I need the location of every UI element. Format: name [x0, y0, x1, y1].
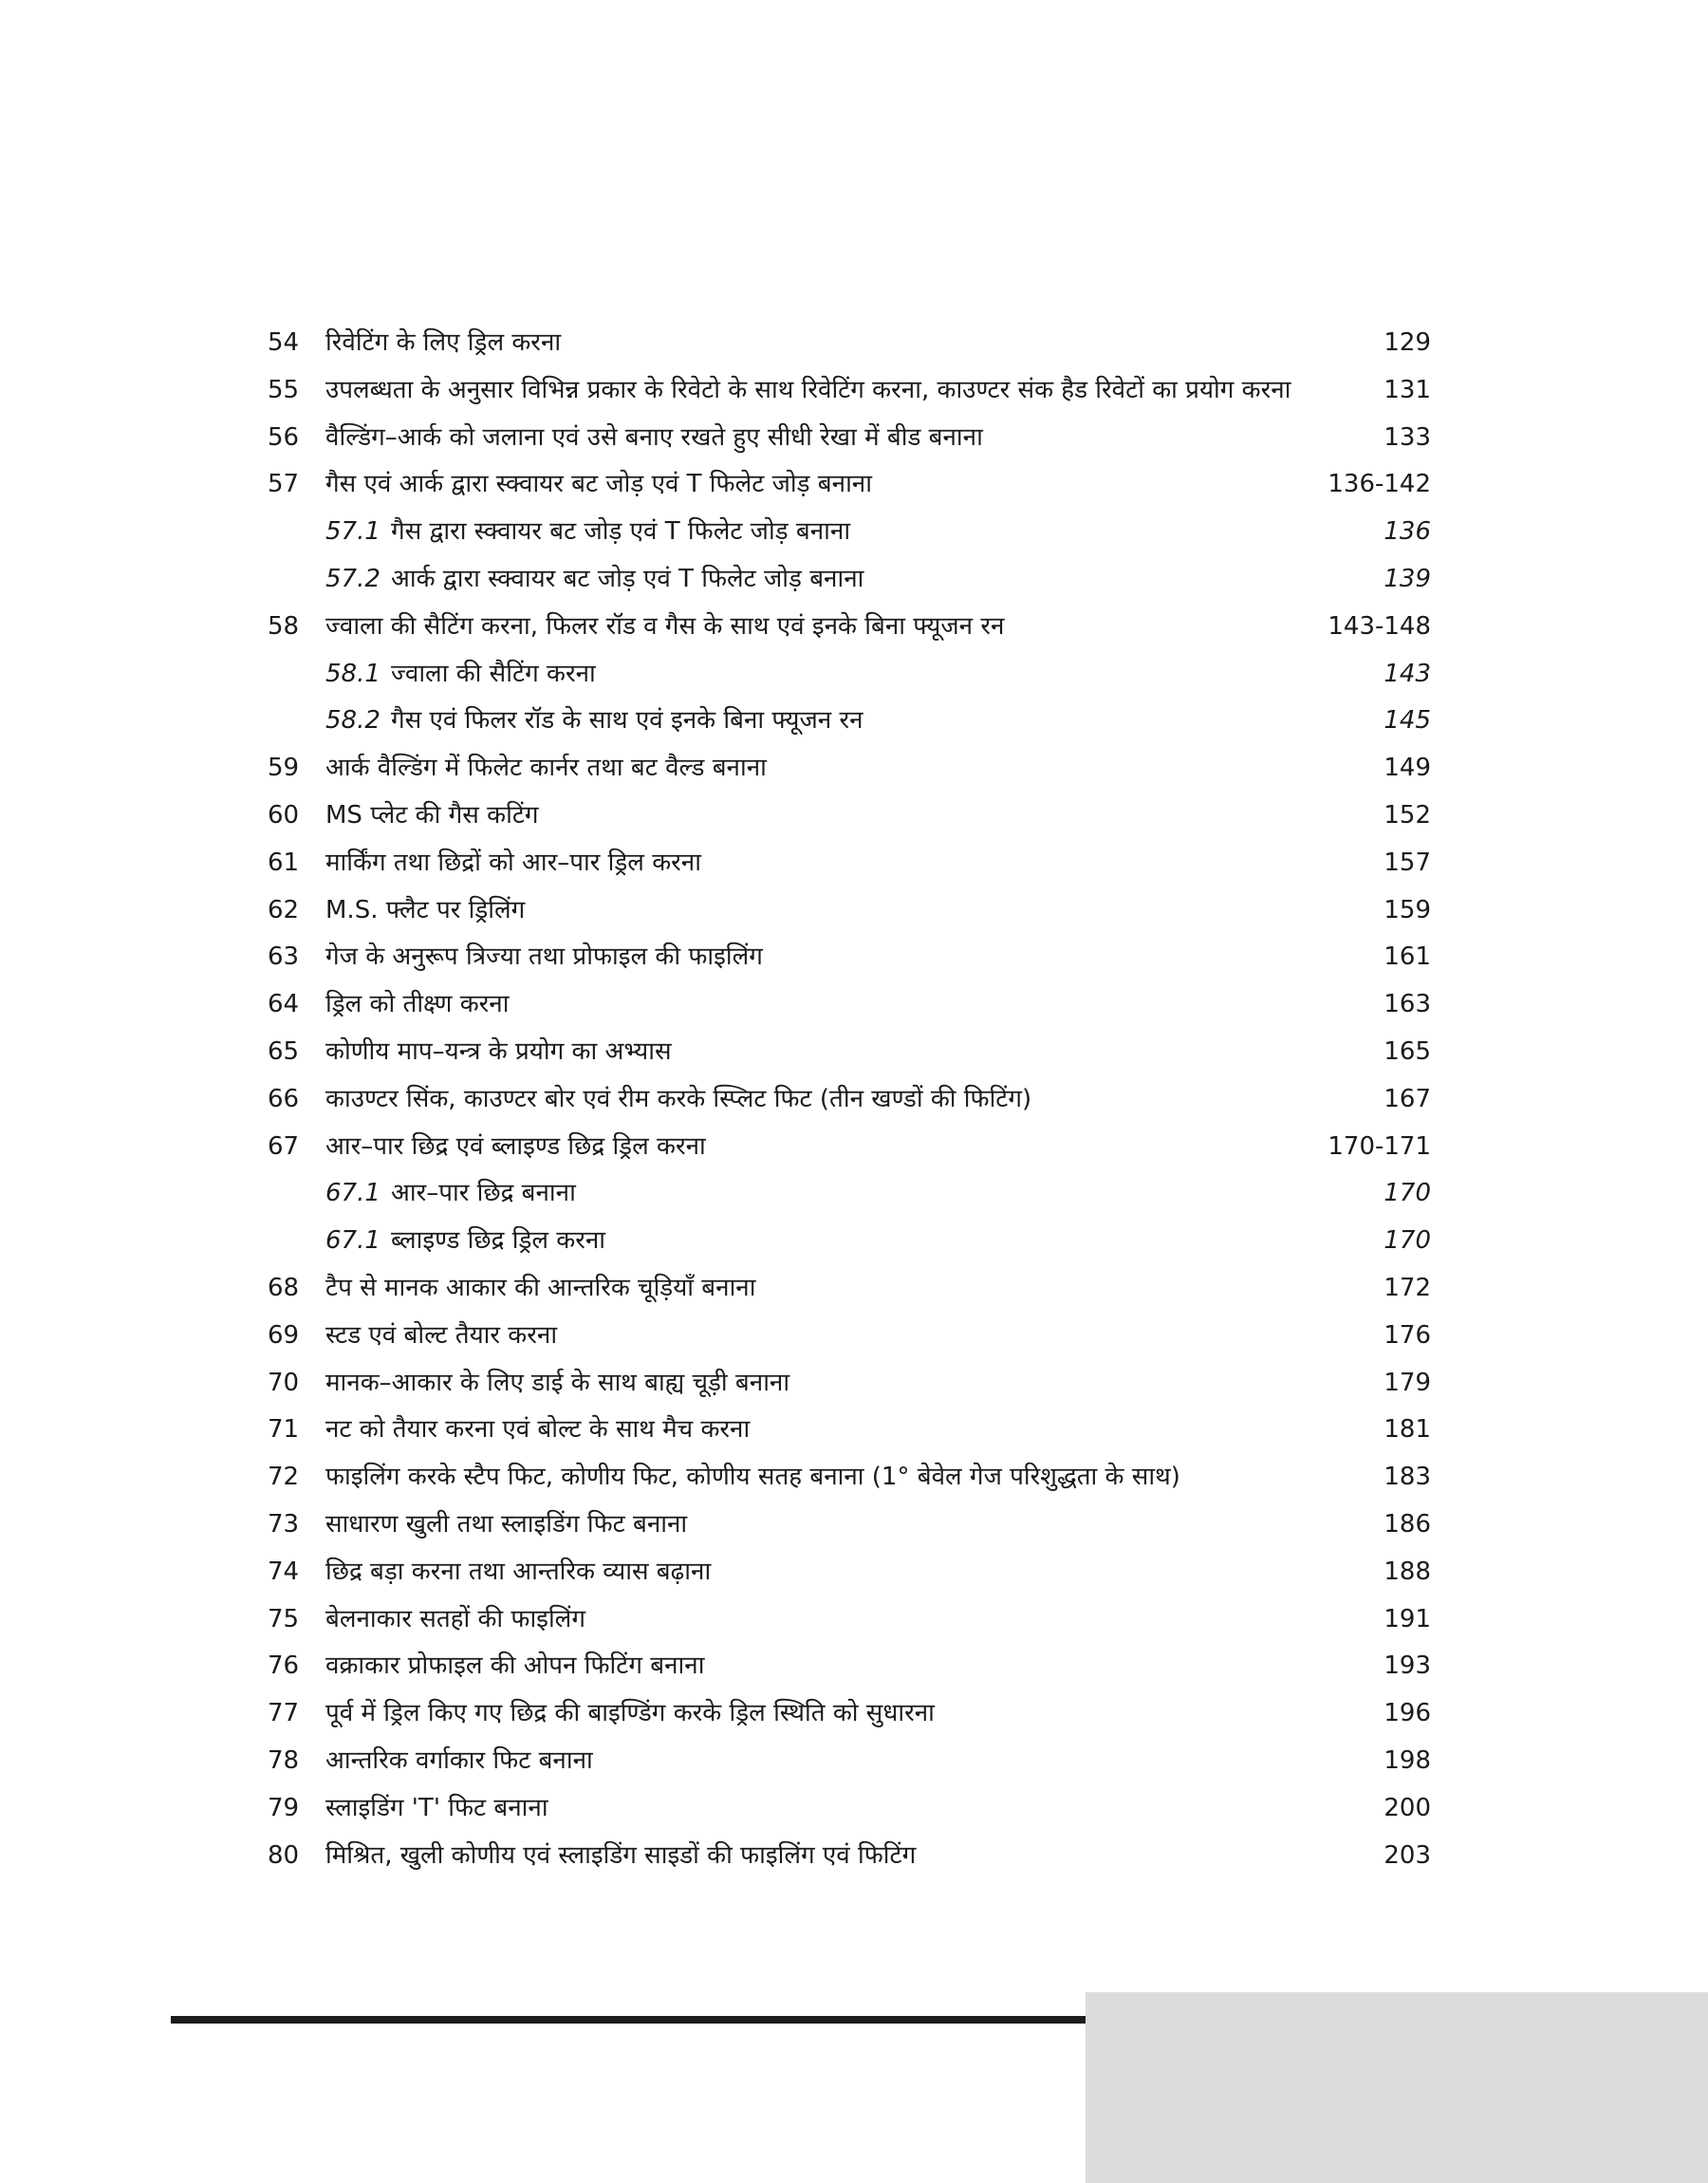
toc-entry-title: नट को तैयार करना एवं बोल्ट के साथ मैच करना	[325, 1415, 751, 1445]
toc-entry-number: 62	[268, 895, 300, 924]
toc-entry-title: गैस एवं आर्क द्वारा स्क्वायर बट जोड़ एवं T फिलेट जोड़ बनाना	[325, 470, 872, 499]
toc-entry	[268, 1407, 1431, 1454]
toc-entry	[268, 1076, 1431, 1124]
toc-entry-number: 57.1	[325, 517, 381, 547]
toc-entry-number: 59	[268, 754, 300, 783]
toc-entry-title: मानक–आकार के लिए डाई के साथ बाह्य चूड़ी बनाना	[325, 1368, 790, 1397]
toc-entry	[268, 1029, 1431, 1076]
toc-entry-number: 76	[268, 1651, 300, 1681]
toc-entry-title: MS प्लेट की गैस कटिंग	[325, 800, 539, 830]
toc-entry-number: 70	[268, 1368, 300, 1397]
toc-entry-number: 71	[268, 1415, 300, 1445]
toc-entry-page: 186	[1383, 1509, 1431, 1539]
toc-entry-page: 163	[1383, 990, 1431, 1019]
toc-entry	[268, 1313, 1431, 1360]
toc-entry	[268, 1738, 1431, 1785]
toc-entry-number: 77	[268, 1699, 300, 1728]
toc-entry-number: 64	[268, 990, 300, 1019]
footer-rule	[171, 2016, 1110, 2024]
toc-entry-page: 183	[1383, 1463, 1431, 1492]
toc-entry-page: 196	[1383, 1699, 1431, 1728]
toc-entry-number: 67	[268, 1131, 300, 1161]
toc-entry-page: 170	[1383, 1226, 1431, 1256]
toc-entry	[268, 934, 1431, 981]
toc-entry-number: 65	[268, 1036, 300, 1066]
toc-entry-page: 200	[1383, 1793, 1431, 1822]
toc-entry-page: 136-142	[1327, 470, 1431, 499]
toc-entry-number: 67.1	[325, 1179, 381, 1208]
toc-subentry	[268, 651, 1431, 699]
toc-entry-page: 157	[1383, 848, 1431, 877]
toc-entry-title: स्टड एवं बोल्ट तैयार करना	[325, 1320, 558, 1350]
toc-entry-title: मार्किंग तथा छिद्रों को आर–पार ड्रिल करना	[325, 848, 701, 877]
toc-entry-page: 136	[1383, 517, 1431, 547]
toc-entry	[268, 604, 1431, 651]
toc-entry	[268, 1549, 1431, 1596]
toc-entry-title: ड्रिल को तीक्ष्ण करना	[325, 990, 510, 1019]
toc-entry-title: स्लाइडिंग 'T' फिट बनाना	[325, 1793, 548, 1822]
toc-entry-page: 179	[1383, 1368, 1431, 1397]
toc-entry-title: वैल्डिंग–आर्क को जलाना एवं उसे बनाए रखते हुए सीधी रेखा में बीड बनाना	[325, 422, 983, 452]
toc-entry-title: M.S. फ्लैट पर ड्रिलिंग	[325, 895, 526, 924]
toc-entry-page: 198	[1383, 1745, 1431, 1775]
toc-entry-page: 143	[1383, 659, 1431, 688]
toc-entry-title: उपलब्धता के अनुसार विभिन्न प्रकार के रिवेटो के साथ रिवेटिंग करना, काउण्टर संक हैड रिवेटों का प्रयोग करना	[325, 375, 1291, 404]
toc-entry-title: गैस द्वारा स्क्वायर बट जोड़ एवं T फिलेट जोड़ बनाना	[391, 517, 851, 547]
toc-entry-page: 152	[1383, 800, 1431, 830]
toc-entry-page: 167	[1383, 1084, 1431, 1113]
toc-entry	[268, 1643, 1431, 1690]
toc-entry-title: बेलनाकार सतहों की फाइलिंग	[325, 1604, 585, 1633]
toc-entry-number: 74	[268, 1557, 300, 1586]
toc-entry-title: काउण्टर सिंक, काउण्टर बोर एवं रीम करके स्प्लिट फिट (तीन खण्डों की फिटिंग)	[325, 1084, 1032, 1113]
toc-entry-number: 58.2	[325, 706, 381, 736]
toc-entry-number: 57.2	[325, 564, 381, 593]
toc-entry-title: गेज के अनुरूप त्रिज्या तथा प्रोफाइल की फाइलिंग	[325, 942, 763, 972]
toc-entry-number: 73	[268, 1509, 300, 1539]
toc-entry-page: 203	[1383, 1840, 1431, 1870]
toc-entry	[268, 1265, 1431, 1313]
toc-entry	[268, 840, 1431, 887]
toc-entry-number: 55	[268, 375, 300, 404]
toc-entry-number: 63	[268, 942, 300, 972]
toc-entry-page: 191	[1383, 1604, 1431, 1633]
toc-entry-title: आर–पार छिद्र बनाना	[391, 1179, 576, 1208]
toc-entry-page: 170-171	[1327, 1131, 1431, 1161]
toc-entry-page: 143-148	[1327, 611, 1431, 641]
toc-entry-title: फाइलिंग करके स्टैप फिट, कोणीय फिट, कोणीय सतह बनाना (1° बेवेल गेज परिशुद्धता के साथ)	[325, 1463, 1180, 1492]
toc-entry	[268, 1360, 1431, 1408]
toc-entry	[268, 745, 1431, 793]
toc-entry-page: 172	[1383, 1273, 1431, 1302]
toc-entry-page: 129	[1383, 328, 1431, 357]
toc-entry-number: 58	[268, 611, 300, 641]
toc-entry-number: 54	[268, 328, 300, 357]
toc-entry-title: आर्क द्वारा स्क्वायर बट जोड़ एवं T फिलेट जोड़ बनाना	[391, 564, 864, 593]
toc-entry-title: ज्वाला की सैटिंग करना, फिलर रॉड व गैस के साथ एवं इनके बिना फ्यूजन रन	[325, 611, 1005, 641]
toc-entry-number: 68	[268, 1273, 300, 1302]
toc-entry	[268, 1124, 1431, 1171]
toc-entry-number: 58.1	[325, 659, 381, 688]
toc-entry	[268, 461, 1431, 509]
toc-entry	[268, 1502, 1431, 1549]
toc-entry-title: ब्लाइण्ड छिद्र ड्रिल करना	[391, 1226, 606, 1256]
toc-entry	[268, 367, 1431, 415]
toc-entry-number: 75	[268, 1604, 300, 1633]
toc-entry-title: कोणीय माप–यन्त्र के प्रयोग का अभ्यास	[325, 1036, 672, 1066]
toc-subentry	[268, 1218, 1431, 1265]
toc-subentry	[268, 698, 1431, 745]
toc-entry-title: आर–पार छिद्र एवं ब्लाइण्ड छिद्र ड्रिल करना	[325, 1131, 706, 1161]
toc-entry-page: 193	[1383, 1651, 1431, 1681]
toc-entry-number: 57	[268, 470, 300, 499]
toc-entry	[268, 981, 1431, 1029]
toc-entry-title: साधारण खुली तथा स्लाइडिंग फिट बनाना	[325, 1509, 688, 1539]
toc-entry	[268, 415, 1431, 462]
toc-subentry	[268, 509, 1431, 556]
toc-subentry	[268, 1170, 1431, 1218]
toc-entry-title: पूर्व में ड्रिल किए गए छिद्र की बाइण्डिंग करके ड्रिल स्थिति को सुधारना	[325, 1699, 935, 1728]
toc-entry-title: आर्क वैल्डिंग में फिलेट कार्नर तथा बट वैल्ड बनाना	[325, 754, 767, 783]
toc-entry	[268, 320, 1431, 367]
toc-entry-title: गैस एवं फिलर रॉड के साथ एवं इनके बिना फ्यूजन रन	[391, 706, 863, 736]
toc-entry-number: 72	[268, 1463, 300, 1492]
corner-shaded-box	[1086, 1992, 1708, 2183]
toc-entry-page: 159	[1383, 895, 1431, 924]
toc-entry-number: 79	[268, 1793, 300, 1822]
toc-entry-page: 139	[1383, 564, 1431, 593]
toc-entry	[268, 1833, 1431, 1880]
toc-entry-number: 60	[268, 800, 300, 830]
toc-entry-title: छिद्र बड़ा करना तथा आन्तरिक व्यास बढ़ाना	[325, 1557, 712, 1586]
toc-entry	[268, 1454, 1431, 1502]
table-of-contents	[268, 320, 1431, 1879]
toc-entry-number: 67.1	[325, 1226, 381, 1256]
toc-entry-page: 176	[1383, 1320, 1431, 1350]
toc-entry-title: मिश्रित, खुली कोणीय एवं स्लाइडिंग साइडों की फाइलिंग एवं फिटिंग	[325, 1840, 917, 1870]
toc-entry-page: 145	[1383, 706, 1431, 736]
toc-entry-page: 188	[1383, 1557, 1431, 1586]
toc-entry-title: ज्वाला की सैटिंग करना	[391, 659, 596, 688]
toc-entry-title: टैप से मानक आकार की आन्तरिक चूड़ियाँ बनाना	[325, 1273, 756, 1302]
toc-entry	[268, 793, 1431, 840]
toc-entry-title: आन्तरिक वर्गाकार फिट बनाना	[325, 1745, 593, 1775]
toc-entry-number: 61	[268, 848, 300, 877]
toc-subentry	[268, 556, 1431, 604]
toc-entry-page: 161	[1383, 942, 1431, 972]
toc-entry	[268, 887, 1431, 935]
toc-entry-title: रिवेटिंग के लिए ड्रिल करना	[325, 328, 562, 357]
toc-entry-title: वक्राकार प्रोफाइल की ओपन फिटिंग बनाना	[325, 1651, 705, 1681]
toc-entry-number: 66	[268, 1084, 300, 1113]
toc-entry-page: 131	[1383, 375, 1431, 404]
toc-entry-page: 170	[1383, 1179, 1431, 1208]
toc-entry-number: 78	[268, 1745, 300, 1775]
toc-entry	[268, 1785, 1431, 1833]
toc-entry-page: 181	[1383, 1415, 1431, 1445]
toc-entry-number: 80	[268, 1840, 300, 1870]
toc-entry	[268, 1596, 1431, 1644]
toc-entry-page: 165	[1383, 1036, 1431, 1066]
toc-entry-page: 149	[1383, 754, 1431, 783]
toc-entry-number: 56	[268, 422, 300, 452]
toc-entry-number: 69	[268, 1320, 300, 1350]
toc-entry	[268, 1690, 1431, 1738]
toc-entry-page: 133	[1383, 422, 1431, 452]
